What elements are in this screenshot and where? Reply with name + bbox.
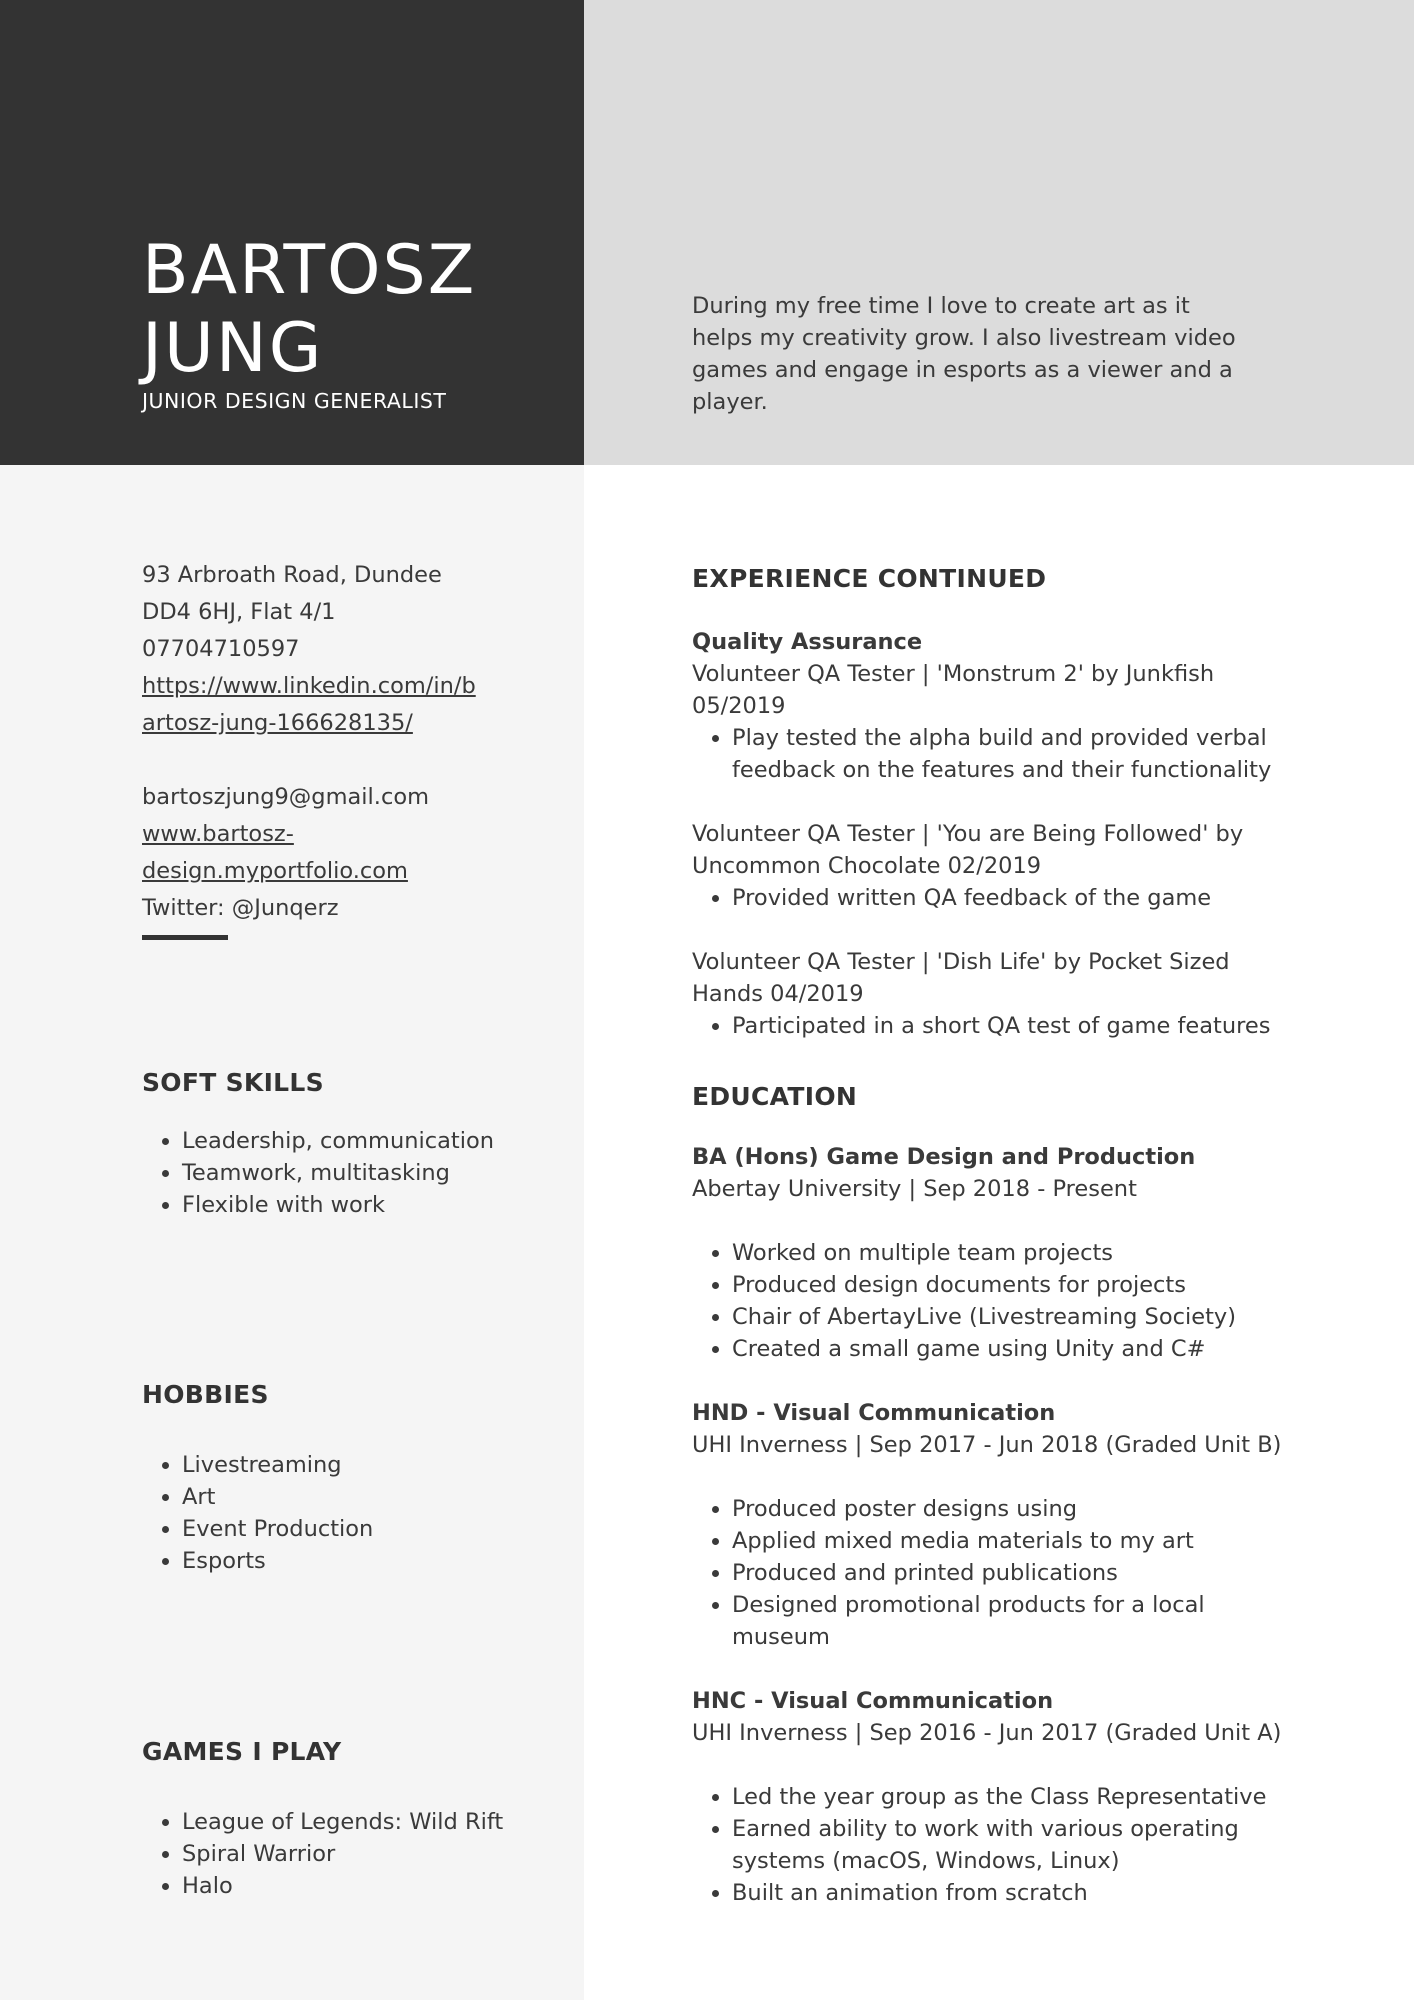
list-item: • Created a small game using Unity and C#: [732, 1333, 1292, 1365]
list-item: • Worked on multiple team projects: [732, 1237, 1292, 1269]
list-item: • Flexible with work: [182, 1189, 562, 1221]
address-line-2: DD4 6HJ, Flat 4/1: [142, 599, 336, 625]
list-item: • Event Production: [182, 1513, 562, 1545]
experience-section: [692, 626, 1292, 1042]
phone-number: 07704710597: [142, 636, 300, 662]
experience-date: 05/2019: [692, 693, 786, 719]
experience-category: Quality Assurance: [692, 629, 923, 655]
list-item: • Participated in a short QA test of game features: [732, 1010, 1292, 1042]
website-link-line-2[interactable]: design.myportfolio.com: [142, 858, 408, 884]
list-item: • Produced poster designs using: [732, 1493, 1232, 1525]
degree-title: HND - Visual Communication: [692, 1400, 1056, 1426]
degree-title: BA (Hons) Game Design and Production: [692, 1144, 1196, 1170]
email-address: bartoszjung9@gmail.com: [142, 784, 430, 810]
list-item: • Art: [182, 1481, 562, 1513]
degree-bullets: [692, 1781, 1292, 1909]
list-item: • Led the year group as the Class Representative: [732, 1781, 1292, 1813]
degree-institution: Abertay University | Sep 2018 - Present: [692, 1176, 1137, 1202]
linkedin-link[interactable]: [142, 668, 502, 742]
bio-text: During my free time I love to create art as it helps my creativity grow. I also livestream video games and engage in esports as a viewer and a player.: [692, 293, 1236, 415]
experience-date: Hands 04/2019: [692, 981, 864, 1007]
list-item: • Play tested the alpha build and provided verbal feedback on the features and their functionality: [732, 722, 1292, 786]
degree-bullets: [692, 1493, 1232, 1653]
website-link-line-1[interactable]: www.bartosz-: [142, 821, 294, 847]
experience-bullets: [692, 722, 1292, 786]
experience-role: Volunteer QA Tester | 'Dish Life' by Pocket Sized: [692, 949, 1230, 975]
list-item: • Teamwork, multitasking: [182, 1157, 562, 1189]
list-item: • Designed promotional products for a local museum: [732, 1589, 1232, 1653]
degree-institution: UHI Inverness | Sep 2017 - Jun 2018 (Graded Unit B): [692, 1432, 1282, 1458]
list-item: • Esports: [182, 1545, 562, 1577]
soft-skills-heading: SOFT SKILLS: [142, 1068, 324, 1097]
soft-skills-list: [142, 1125, 562, 1221]
degree-bullets: [692, 1237, 1292, 1365]
education-section: [692, 1141, 1292, 1909]
contact-block: [142, 557, 502, 927]
job-title: JUNIOR DESIGN GENERALIST: [142, 389, 447, 413]
experience-role: Volunteer QA Tester | 'You are Being Followed' by: [692, 821, 1244, 847]
list-item: • Chair of AbertayLive (Livestreaming Society): [732, 1301, 1292, 1333]
games-list: [142, 1806, 522, 1902]
candidate-name: [142, 232, 572, 388]
list-item: • Produced design documents for projects: [732, 1269, 1292, 1301]
experience-bullets: [692, 1010, 1292, 1042]
experience-heading: EXPERIENCE CONTINUED: [692, 564, 1047, 593]
linkedin-link-line-1[interactable]: https://www.linkedin.com/in/b: [142, 673, 476, 699]
hobbies-list: [142, 1449, 562, 1577]
list-item: • Provided written QA feedback of the game: [732, 882, 1292, 914]
hobbies-heading: HOBBIES: [142, 1380, 269, 1409]
contact-divider: [142, 935, 228, 940]
list-item: • Halo: [182, 1870, 522, 1902]
name-line-1: BARTOSZ: [142, 231, 477, 310]
list-item: • Earned ability to work with various operating systems (macOS, Windows, Linux): [732, 1813, 1292, 1877]
list-item: • Livestreaming: [182, 1449, 562, 1481]
list-item: • League of Legends: Wild Rift: [182, 1806, 522, 1838]
games-heading: GAMES I PLAY: [142, 1737, 342, 1766]
experience-date: Uncommon Chocolate 02/2019: [692, 853, 1042, 879]
list-item: • Built an animation from scratch: [732, 1877, 1292, 1909]
list-item: • Applied mixed media materials to my art: [732, 1525, 1232, 1557]
list-item: • Produced and printed publications: [732, 1557, 1232, 1589]
education-heading: EDUCATION: [692, 1082, 858, 1111]
address-line-1: 93 Arbroath Road, Dundee: [142, 562, 442, 588]
linkedin-link-line-2[interactable]: artosz-jung-166628135/: [142, 710, 413, 736]
list-item: • Spiral Warrior: [182, 1838, 522, 1870]
name-line-2: JUNG: [142, 309, 324, 388]
twitter-handle: Twitter: @Junqerz: [142, 895, 339, 921]
list-item: • Leadership, communication: [182, 1125, 562, 1157]
degree-title: HNC - Visual Communication: [692, 1688, 1054, 1714]
degree-institution: UHI Inverness | Sep 2016 - Jun 2017 (Graded Unit A): [692, 1720, 1282, 1746]
experience-bullets: [692, 882, 1292, 914]
website-link[interactable]: [142, 816, 502, 890]
experience-role: Volunteer QA Tester | 'Monstrum 2' by Junkfish: [692, 661, 1215, 687]
